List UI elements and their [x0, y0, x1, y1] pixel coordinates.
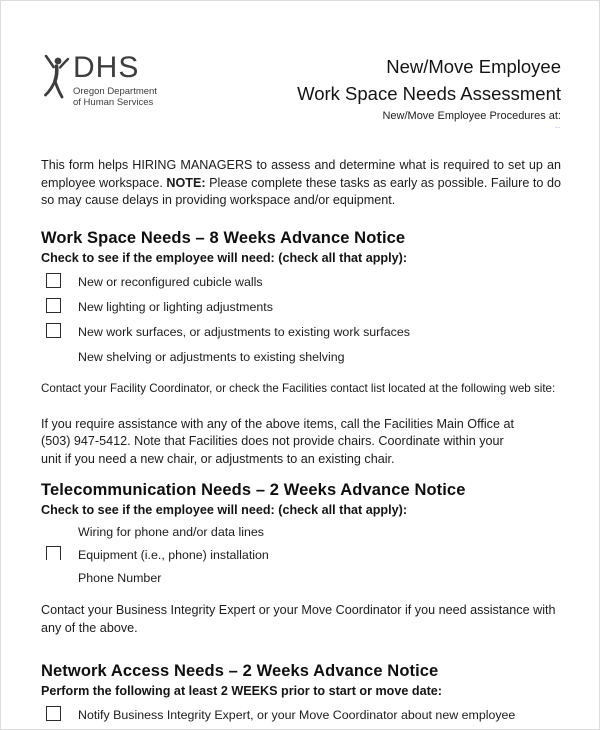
procedures-label: New/Move Employee Procedures at:: [382, 110, 561, 122]
checklist-item: [41, 546, 561, 563]
telecom-heading: Telecommunication Needs – 2 Weeks Advance Notice: [41, 481, 466, 499]
checkbox-equipment-installation[interactable]: [46, 546, 61, 560]
checklist-item: [41, 323, 561, 340]
dhs-logo: [41, 51, 211, 108]
intro-before-note: This form helps HIRING MANAGERS to assess and determine what is required to set up an employee workspace.: [41, 158, 561, 190]
checklist-item-label: New shelving or adjustments to existing shelving: [78, 349, 345, 364]
form-page: [1, 1, 600, 723]
checklist-item-label: New or reconfigured cubicle walls: [78, 274, 263, 289]
checklist-item: [41, 298, 561, 315]
checklist-item: [41, 706, 561, 723]
checklist-item-label: Notify Business Integrity Expert, or your Move Coordinator about new employee: [78, 708, 516, 722]
title-line-1: New/Move Employee: [386, 56, 561, 77]
logo-abbr: DHS: [73, 51, 140, 84]
logo-dept-line2: of Human Services: [73, 97, 154, 108]
checklist-item-label: Wiring for phone and/or data lines: [78, 525, 264, 539]
checklist-item: [41, 348, 561, 365]
document-title-block: [211, 51, 561, 130]
checklist-item-label: Phone Number: [78, 571, 162, 585]
checklist-item-label: Equipment (i.e., phone) installation: [78, 548, 269, 562]
facilities-assistance-note: If you require assistance with any of the above items, call the Facilities Main Office at (503) 947-5412. Note that Facilities does not provide chairs. Coordinate within your unit if you need a new chair, or adjustments to an existing chair.: [41, 416, 514, 466]
checkbox-work-surfaces[interactable]: [46, 323, 61, 338]
checkbox-notify-new-employee[interactable]: [46, 706, 61, 721]
network-instruction: Perform the following at least 2 WEEKS prior to start or move date:: [41, 684, 442, 698]
intro-after-note: Please complete these tasks as early as possible. Failure to do so may cause delays in providing workspace and/or equipment.: [41, 175, 561, 207]
intro-paragraph: [41, 157, 561, 210]
checkbox-lighting[interactable]: [46, 298, 61, 313]
network-section: [41, 662, 561, 723]
network-heading: Network Access Needs – 2 Weeks Advance Notice: [41, 662, 439, 680]
checklist-item: [41, 523, 561, 540]
workspace-section: [41, 229, 561, 469]
telecom-section: [41, 481, 561, 637]
title-line-2: Work Space Needs Assessment: [297, 83, 561, 104]
telecom-instruction: Check to see if the employee will need: (check all that apply):: [41, 503, 408, 517]
procedures-link[interactable]: ..: [555, 123, 561, 130]
checkbox-cubicle-walls[interactable]: [46, 273, 61, 288]
person-figure-icon: [41, 55, 71, 103]
facility-coordinator-note: Contact your Facility Coordinator, or check the Facilities contact list located at the following web site:: [41, 381, 556, 395]
logo-text-block: [73, 53, 157, 108]
logo-dept-name: [73, 86, 157, 108]
logo-dept-line1: Oregon Department: [73, 86, 157, 97]
checklist-item: [41, 569, 561, 586]
business-integrity-note: Contact your Business Integrity Expert or your Move Coordinator if you need assistance with any of the above.: [41, 603, 556, 635]
workspace-instruction: Check to see if the employee will need: (check all that apply):: [41, 250, 408, 265]
checklist-item-label: New work surfaces, or adjustments to existing work surfaces: [78, 324, 410, 339]
page-header: [41, 51, 561, 130]
checklist-item: [41, 273, 561, 290]
workspace-heading: Work Space Needs – 8 Weeks Advance Notice: [41, 228, 406, 247]
checklist-item-label: New lighting or lighting adjustments: [78, 299, 273, 314]
intro-note-label: NOTE:: [166, 175, 206, 190]
